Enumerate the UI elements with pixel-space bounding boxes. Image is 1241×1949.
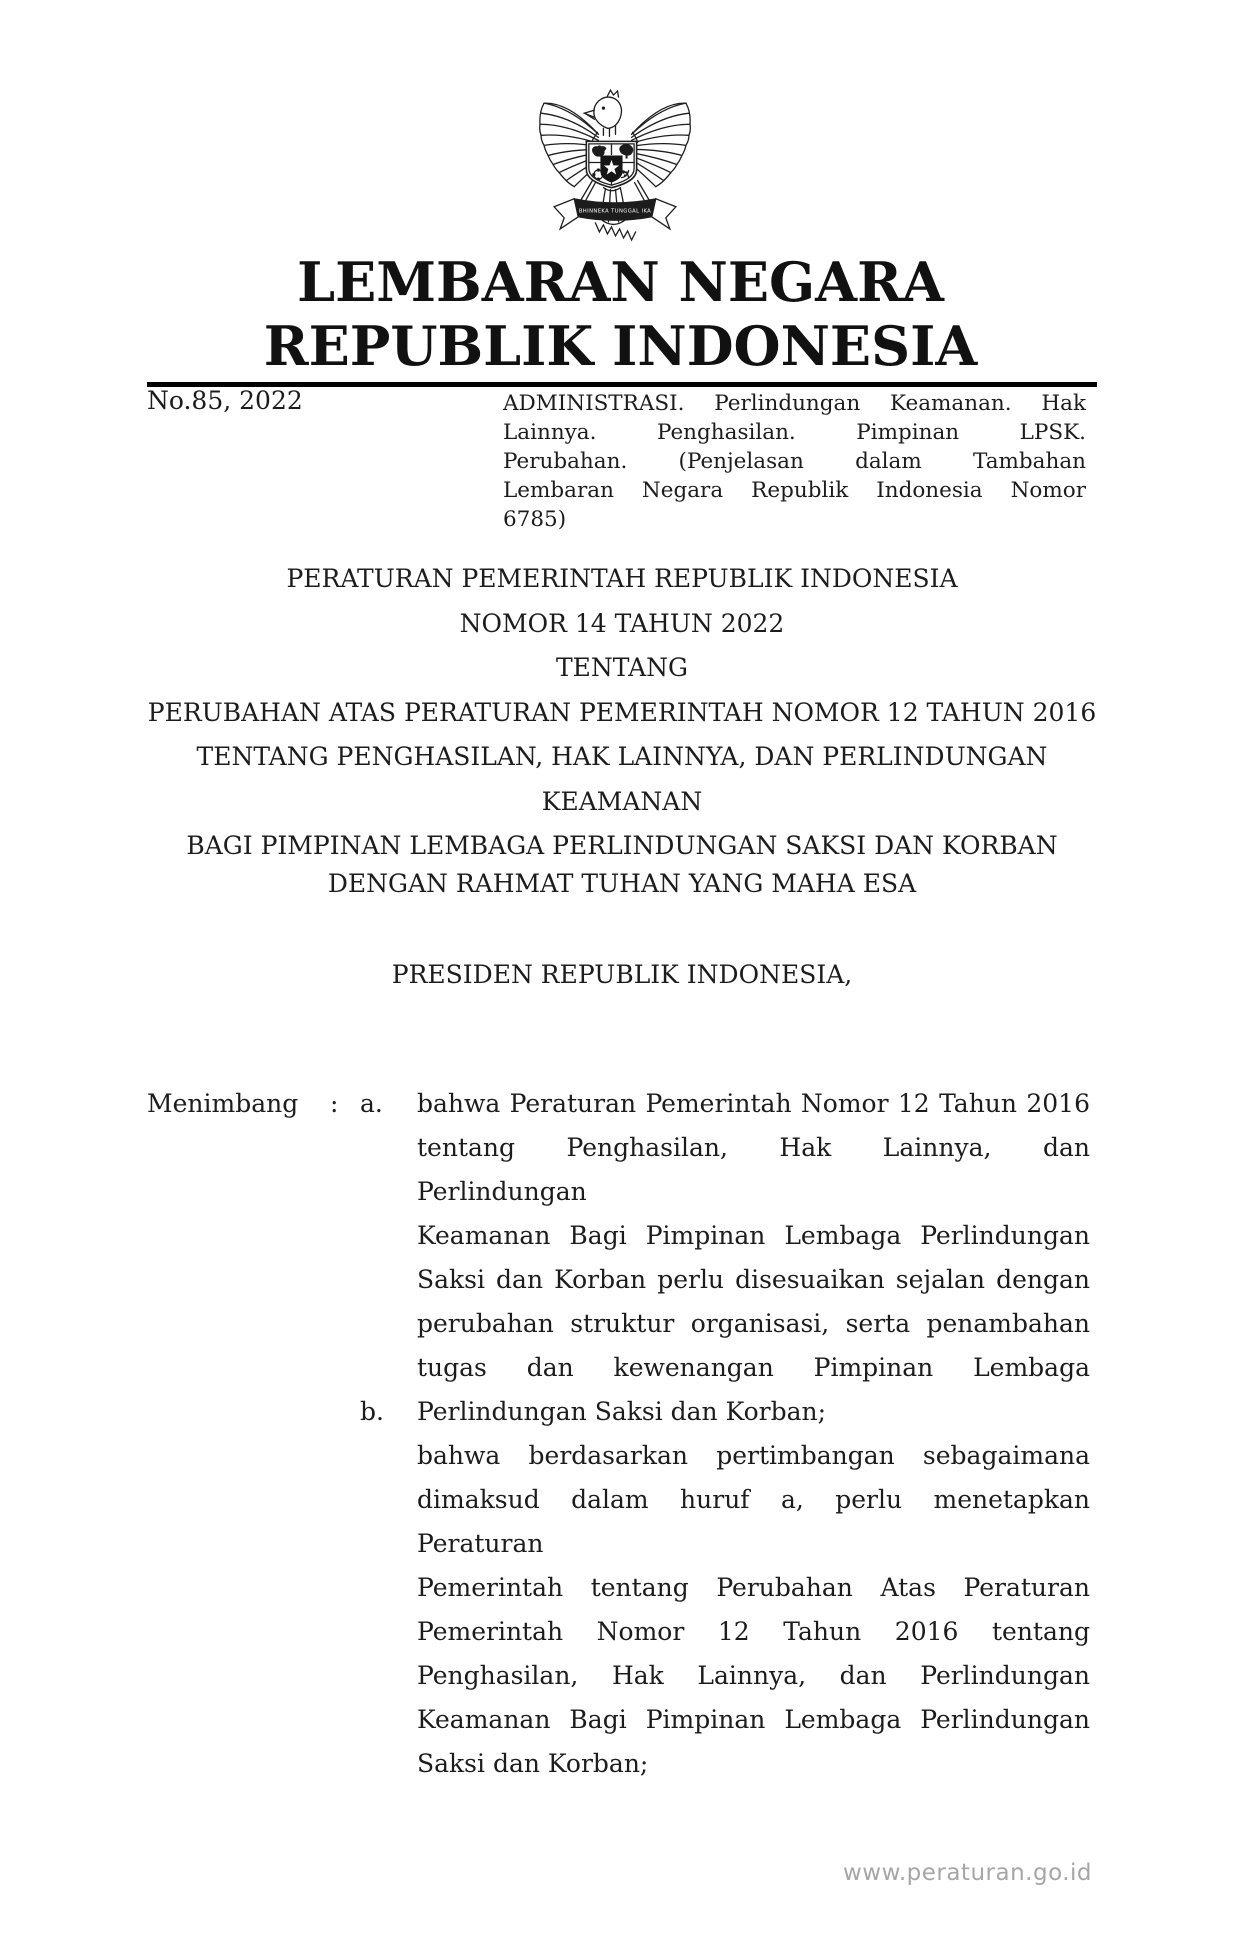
considering-b-line: bahwa berdasarkan pertimbangan sebagaimana [417,1441,1090,1470]
footer-watermark: www.peraturan.go.id [843,1860,1093,1886]
considering-a-line: Saksi dan Korban perlu disesuaikan sejalan dengan [417,1265,1090,1294]
head [584,90,621,136]
gazette-title-line1: LEMBARAN NEGARA [297,250,944,314]
subject-line: Lainnya. Penghasilan. Pimpinan LPSK. [503,420,1086,445]
considering-colon: : [330,1089,339,1118]
eye [602,107,605,110]
considering-text-column [417,1082,1090,1786]
considering-b-line: Pemerintah Nomor 12 Tahun 2016 tentang [417,1617,1090,1646]
invocation-line: DENGAN RAHMAT TUHAN YANG MAHA ESA [327,869,917,898]
considering-b-line: Saksi dan Korban; [417,1749,649,1778]
heading-line-title-3: BAGI PIMPINAN LEMBAGA PERLINDUNGAN SAKSI DAN KORBAN [186,831,1058,860]
right-wing [629,103,691,187]
considering-a-line: Perlindungan Saksi dan Korban; [417,1397,827,1426]
gazette-title [0,250,1241,378]
subject-annotation [503,389,1086,534]
shield [586,141,636,187]
considering-item-a-letter: a. [360,1089,383,1118]
subject-line: Lembaran Negara Republik Indonesia Nomor [503,478,1086,503]
subject-line: ADMINISTRASI. Perlindungan Keamanan. Hak [503,391,1086,416]
considering-b-line: Penghasilan, Hak Lainnya, dan Perlindungan [417,1661,1090,1690]
motto-text: BHINNEKA TUNGGAL IKA [578,208,652,215]
considering-label: Menimbang [147,1089,299,1118]
gazette-title-line2: REPUBLIK INDONESIA [263,314,978,378]
subject-line: Perubahan. (Penjelasan dalam Tambahan [503,449,1086,474]
subject-line: 6785) [503,507,567,532]
considering-a-line: tentang Penghasilan, Hak Lainnya, dan Perlindungan [417,1133,1090,1206]
heading-line-title-1: PERUBAHAN ATAS PERATURAN PEMERINTAH NOMOR 12 TAHUN 2016 [147,697,1097,727]
garuda-pancasila-emblem [537,82,693,242]
issuer-line: PRESIDEN REPUBLIK INDONESIA, [391,960,853,989]
considering-item-b-letter: b. [360,1397,384,1426]
considering-a-line: bahwa Peraturan Pemerintah Nomor 12 Tahun 2016 [417,1089,1090,1118]
heading-line-title-2: TENTANG PENGHASILAN, HAK LAINNYA, DAN PERLINDUNGAN KEAMANAN [196,742,1048,816]
considering-a-line: tugas dan kewenangan Pimpinan Lembaga [417,1353,1090,1382]
considering-a-line: Keamanan Bagi Pimpinan Lembaga Perlindungan [417,1221,1090,1250]
considering-a-line: perubahan struktur organisasi, serta penambahan [417,1309,1090,1338]
issue-number: No.85, 2022 [147,386,303,415]
considering-b-line: Keamanan Bagi Pimpinan Lembaga Perlindungan [417,1705,1090,1734]
tree-trunk [626,154,628,158]
heading-line-number: NOMOR 14 TAHUN 2022 [459,608,785,638]
heading-line-type: PERATURAN PEMERINTAH REPUBLIK INDONESIA [286,564,958,593]
heading-line-tentang: TENTANG [555,653,688,682]
considering-b-line: Pemerintah tentang Perubahan Atas Peraturan [417,1573,1090,1602]
considering-b-line: dimaksud dalam huruf a, perlu menetapkan Peraturan [417,1485,1090,1558]
regulation-heading [147,557,1097,869]
